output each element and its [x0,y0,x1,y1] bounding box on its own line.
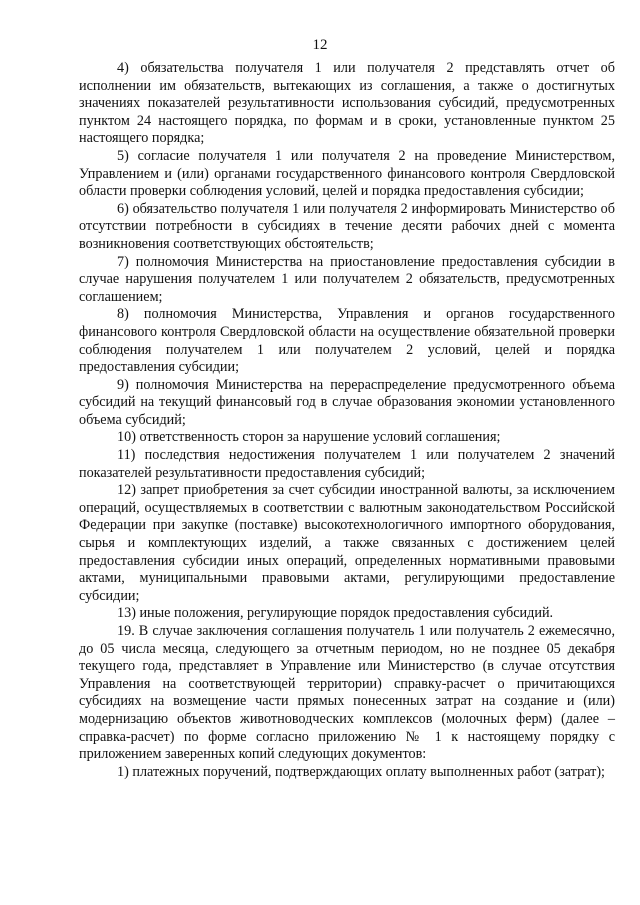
page-number: 12 [312,37,328,53]
paragraph-subitem-1: 1) платежных поручений, подтверждающих оплату выполненных работ (затрат); [117,763,605,780]
paragraph-item-4: 4) обязательства получателя 1 или получателя 2 представлять отчет об исполнении им обязательств, вытекающих из соглашения, а также о достигнутых значениях показателей результативности использования субсидий, предусмотренных пунктом 24 настоящего порядка, по формам и в сроки, установленные пунктом 25 настоящего порядка; [79,60,615,147]
paragraph-item-10: 10) ответственность сторон за нарушение условий соглашения; [117,429,501,446]
paragraph-item-6: 6) обязательство получателя 1 или получателя 2 информировать Министерство об отсутствии потребности в субсидиях в течение десяти рабочих дней с момента возникновения соответствующих обстоятельств; [79,200,615,252]
paragraph-section-19: 19. В случае заключения соглашения получатель 1 или получатель 2 ежемесячно, до 05 числа месяца, следующего за отчетным периодом, но не позднее 05 декабря текущего года, представляет в Управление или Министерство (в случае отсутствия Управления на соответствующей территории) справку-расчет о причитающихся субсидиях на возмещение части прямых понесенных затрат на создание и (или) модернизацию объектов животноводческих комплексов (молочных ферм) (далее – справка-расчет) по форме согласно приложению № 1 к настоящему порядку с приложением заверенных копий следующих документов: [79,623,615,763]
document-body [79,60,615,781]
paragraph-item-13: 13) иные положения, регулирующие порядок предоставления субсидий. [117,605,554,622]
paragraph-item-7: 7) полномочия Министерства на приостановление предоставления субсидии в случае нарушения получателем 1 или получателем 2 обязательств, предусмотренных соглашением; [79,253,615,305]
paragraph-item-12: 12) запрет приобретения за счет субсидии иностранной валюты, за исключением операций, осуществляемых в соответствии с валютным законодательством Российской Федерации при закупке (поставке) высокотехнологичного импортного оборудования, сырья и комплектующих изделий, а также связанных с достижением целей предоставления субсидии иных операций, определенных нормативными правовыми актами, муниципальными правовыми актами, регулирующими предоставление субсидии; [79,482,615,604]
paragraph-item-8: 8) полномочия Министерства, Управления и органов государственного финансового контроля Свердловской области на осуществление обязательной проверки соблюдения получателем 1 или получателем 2 условий, целей и порядка предоставления субсидии; [79,306,615,376]
paragraph-item-5: 5) согласие получателя 1 или получателя 2 на проведение Министерством, Управлением и (или) органами государственного финансового контроля Свердловской области проверки соблюдения условий, целей и порядка предоставления субсидии; [79,147,615,200]
paragraph-item-9: 9) полномочия Министерства на перераспределение предусмотренного объема субсидий на текущий финансовый год в случае образования экономии установленного объема субсидий; [79,376,615,428]
paragraph-item-11: 11) последствия недостижения получателем 1 или получателем 2 значений показателей результативности предоставления субсидий; [79,447,615,481]
